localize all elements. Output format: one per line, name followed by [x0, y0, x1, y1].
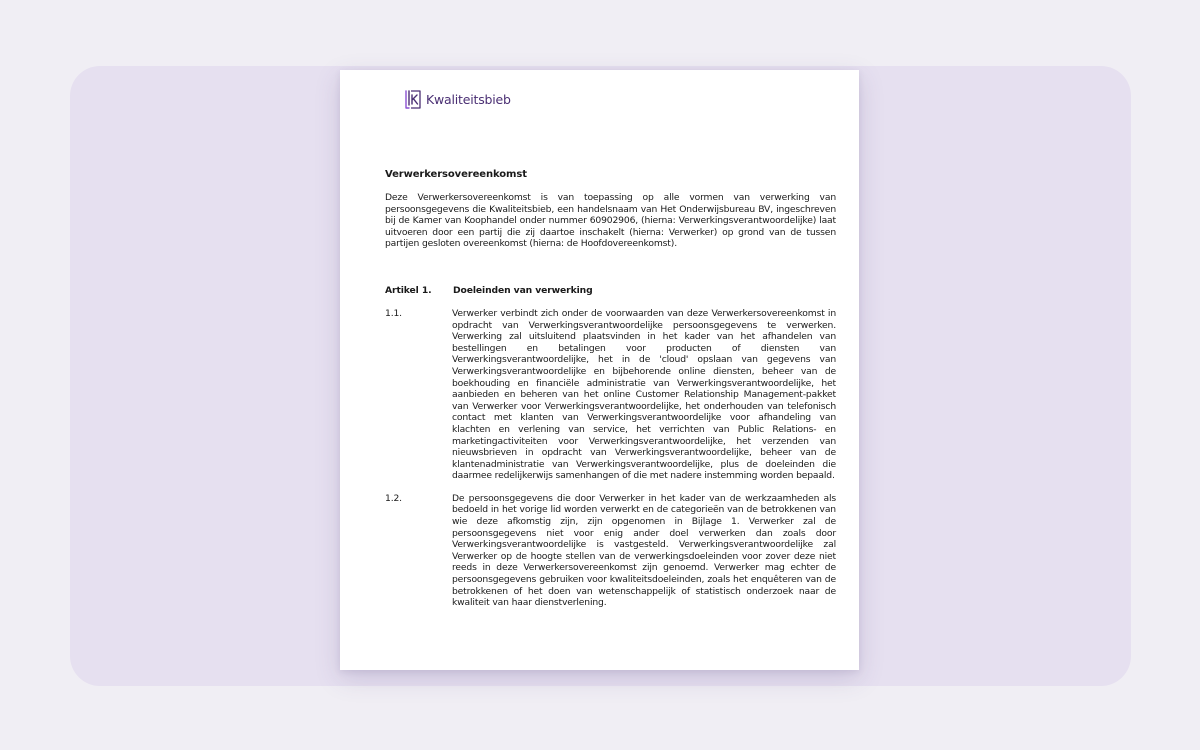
clause [385, 493, 836, 609]
article-number: Artikel 1. [385, 284, 432, 296]
article-heading [385, 285, 836, 297]
clause-number: 1.2. [385, 492, 402, 504]
document-title: Verwerkersovereenkomst [385, 169, 527, 180]
logo-wordmark: Kwaliteitsbieb [426, 91, 511, 107]
clause-text: De persoonsgegevens die door Verwerker in het kader van de werkzaamheden als bedoeld in het vorige lid worden verwerkt en de categorieën van de betrokkenen van wie deze afkomstig zijn, zijn opgenomen in Bijlage 1. Verwerker zal de persoonsgegevens niet voor enig ander doel verwerken dan zoals door Verwerkingsverantwoordelijke is vastgesteld. Verwerkingsverantwoordelijke zal Verwerker op de hoogte stellen van de verwerkingsdoeleinden voor zover deze niet reeds in deze Verwerkersovereenkomst zijn genoemd. Verwerker mag echter de persoonsgegevens gebruiken voor kwaliteitsdoeleinden, zoals het enquêteren van de betrokkenen of het doen van wetenschappelijk of statistisch onderzoek naar de kwaliteit van haar dienstverlening. [452, 492, 836, 609]
clause-number: 1.1. [385, 307, 402, 319]
article-title: Doeleinden van verwerking [453, 284, 593, 296]
kwaliteitsbieb-logo-icon [404, 89, 423, 110]
document-page [340, 70, 859, 670]
intro-paragraph: Deze Verwerkersovereenkomst is van toepassing op alle vormen van verwerking van persoonsgegevens die Kwaliteitsbieb, een handelsnaam van Het Onderwijsbureau BV, ingeschreven bij de Kamer van Koophandel onder nummer 60902906, (hierna: Verwerkingsverantwoordelijke) laat uitvoeren door een partij die zij daartoe inschakelt (hierna: Verwerker) op grond van de tussen partijen gesloten overeenkomst (hierna: de Hoofdovereenkomst). [385, 192, 836, 250]
kwaliteitsbieb-logo [404, 88, 511, 110]
clause [385, 308, 836, 482]
clause-text: Verwerker verbindt zich onder de voorwaarden van deze Verwerkersovereenkomst in opdracht van Verwerkingsverantwoordelijke persoonsgegevens te verwerken. Verwerking zal uitsluitend plaatsvinden in het kader van het afhandelen van bestellingen en betalingen voor producten of diensten van Verwerkingsverantwoordelijke, het in de 'cloud' opslaan van gegevens van Verwerkingsverantwoordelijke en bijbehorende online diensten, beheer van de boekhouding en financiële administratie van Verwerkingsverantwoordelijke, het aanbieden en beheren van het online Customer Relationship Management-pakket van Verwerker voor Verwerkingsverantwoordelijke, het onderhouden van telefonisch contact met klanten van Verwerkingsverantwoordelijke voor afhandeling van klachten en verlening van service, het verrichten van Public Relations- en marketingactiviteiten voor Verwerkingsverantwoordelijke, het verzenden van nieuwsbrieven in opdracht van Verwerkingsverantwoordelijke, beheer van de klantenadministratie van Verwerkingsverantwoordelijke, plus de doeleinden die daarmee redelijkerwijs samenhangen of die met nadere instemming worden bepaald. [452, 307, 836, 482]
document-body [385, 168, 836, 609]
